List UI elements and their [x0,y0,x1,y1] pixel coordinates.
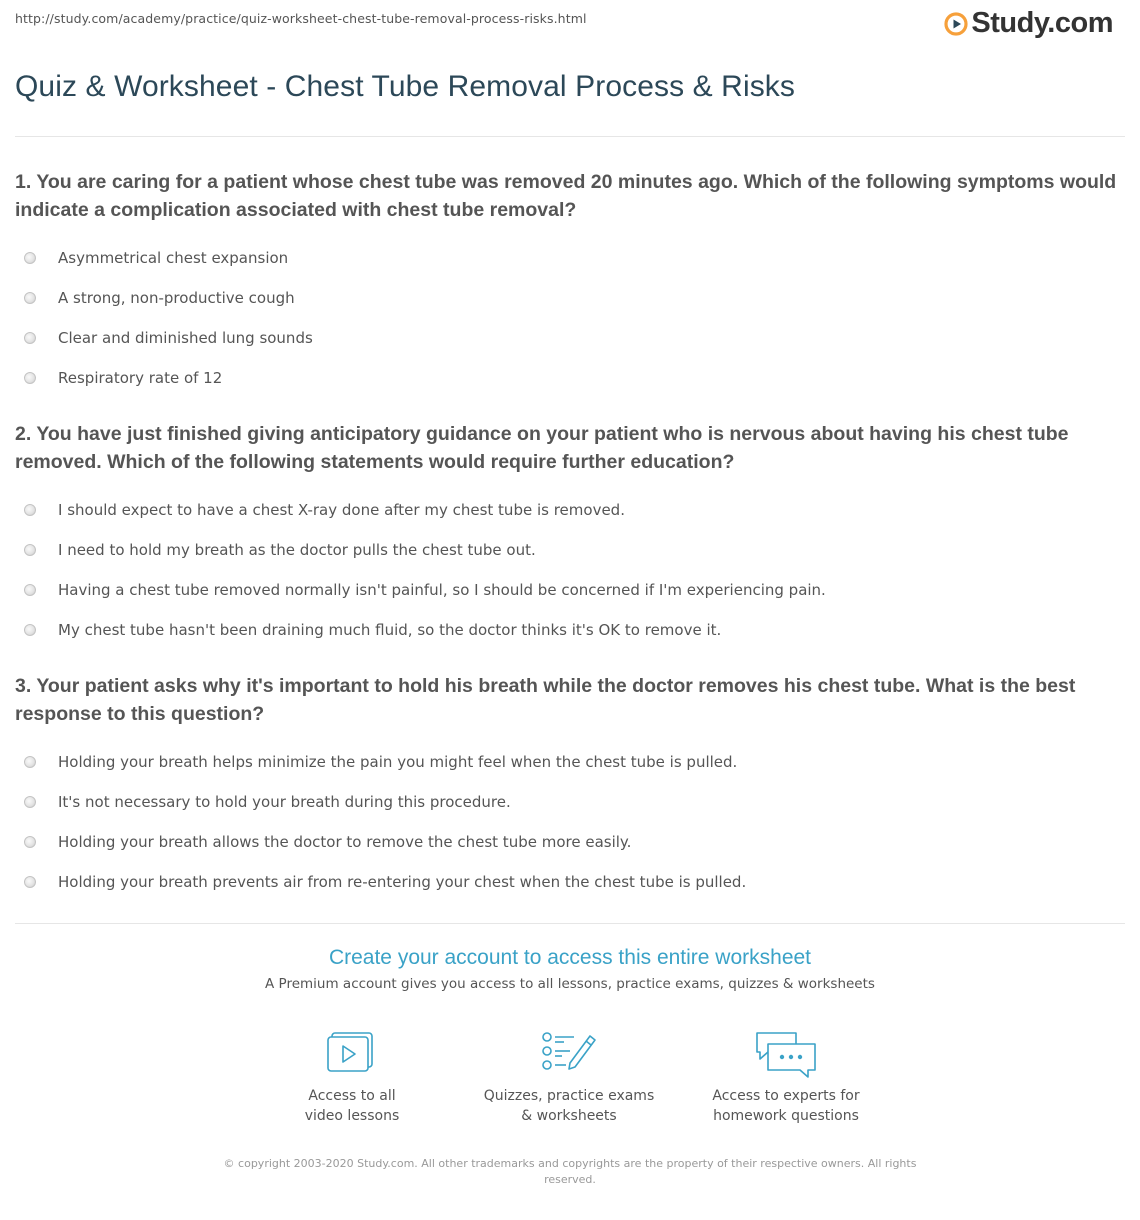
question-text: 1. You are caring for a patient whose chest tube was removed 20 minutes ago. Which of the following symptoms would indicate a complication associated with chest tube removal? [15,171,1117,221]
answer-label: Holding your breath prevents air from re-entering your chest when the chest tube is pulled. [58,873,747,891]
answer-label: Respiratory rate of 12 [58,369,223,387]
answer-option[interactable] [15,782,1120,822]
radio-button[interactable] [24,372,36,384]
answer-label: Holding your breath allows the doctor to remove the chest tube more easily. [58,833,632,851]
answer-label: Holding your breath helps minimize the pain you might feel when the chest tube is pulled. [58,753,738,771]
answer-option[interactable] [15,490,1120,530]
answer-label: It's not necessary to hold your breath during this procedure. [58,793,511,811]
page-url: http://study.com/academy/practice/quiz-worksheet-chest-tube-removal-process-risks.html [15,11,587,26]
answer-option[interactable] [15,530,1120,570]
radio-button[interactable] [24,756,36,768]
feature-label: Quizzes, practice exams [483,1088,655,1104]
radio-button[interactable] [24,796,36,808]
logo-text: Study.com [971,7,1113,39]
feature-experts [686,1030,886,1126]
divider [15,136,1125,137]
question-text: 2. You have just finished giving anticipatory guidance on your patient who is nervous about having his chest tube removed. Which of the following statements would require further education? [15,423,1069,473]
radio-button[interactable] [24,332,36,344]
page-title: Quiz & Worksheet - Chest Tube Removal Process & Risks [15,70,796,103]
answer-label: Asymmetrical chest expansion [58,249,289,267]
feature-video-lessons [252,1030,452,1126]
answer-option[interactable] [15,742,1120,782]
answer-label: I should expect to have a chest X-ray done after my chest tube is removed. [58,501,625,519]
feature-label: Access to all [308,1088,396,1104]
answer-option[interactable] [15,278,1120,318]
answer-label: Clear and diminished lung sounds [58,329,313,347]
feature-label: video lessons [304,1108,400,1124]
radio-button[interactable] [24,252,36,264]
answer-option[interactable] [15,238,1120,278]
radio-button[interactable] [24,584,36,596]
answer-list [15,742,1120,902]
feature-label: & worksheets [521,1108,617,1124]
play-circle-icon [944,12,968,36]
answer-option[interactable] [15,610,1120,650]
video-lessons-icon [326,1030,378,1074]
divider [15,923,1125,924]
radio-button[interactable] [24,624,36,636]
study-logo[interactable] [944,7,1113,40]
feature-label: homework questions [713,1108,859,1124]
answer-label: A strong, non-productive cough [58,289,295,307]
question-1 [15,168,1120,398]
answer-option[interactable] [15,318,1120,358]
signup-cta [0,946,1140,992]
chat-bubbles-icon [754,1030,818,1080]
cta-subtitle: A Premium account gives you access to all lessons, practice exams, quizzes & worksheets [265,976,875,992]
question-text: 3. Your patient asks why it's important to hold his breath while the doctor removes his chest tube. What is the best response to this question? [15,675,1076,725]
answer-option[interactable] [15,862,1120,902]
feature-quizzes [469,1030,669,1126]
answer-option[interactable] [15,358,1120,398]
quiz-checklist-icon [540,1030,598,1074]
answer-option[interactable] [15,822,1120,862]
radio-button[interactable] [24,504,36,516]
answer-list [15,490,1120,650]
answer-list [15,238,1120,398]
radio-button[interactable] [24,836,36,848]
question-2 [15,420,1120,650]
question-3 [15,672,1120,902]
footer-copyright: © copyright 2003-2020 Study.com. All other trademarks and copyrights are the property of their respective owners. All rights reserved. [223,1157,917,1186]
radio-button[interactable] [24,292,36,304]
answer-option[interactable] [15,570,1120,610]
answer-label: Having a chest tube removed normally isn't painful, so I should be concerned if I'm experiencing pain. [58,581,826,599]
answer-label: I need to hold my breath as the doctor pulls the chest tube out. [58,541,536,559]
radio-button[interactable] [24,876,36,888]
create-account-link[interactable]: Create your account to access this entire worksheet [328,946,812,969]
answer-label: My chest tube hasn't been draining much fluid, so the doctor thinks it's OK to remove it. [58,621,722,639]
radio-button[interactable] [24,544,36,556]
feature-label: Access to experts for [712,1088,860,1104]
